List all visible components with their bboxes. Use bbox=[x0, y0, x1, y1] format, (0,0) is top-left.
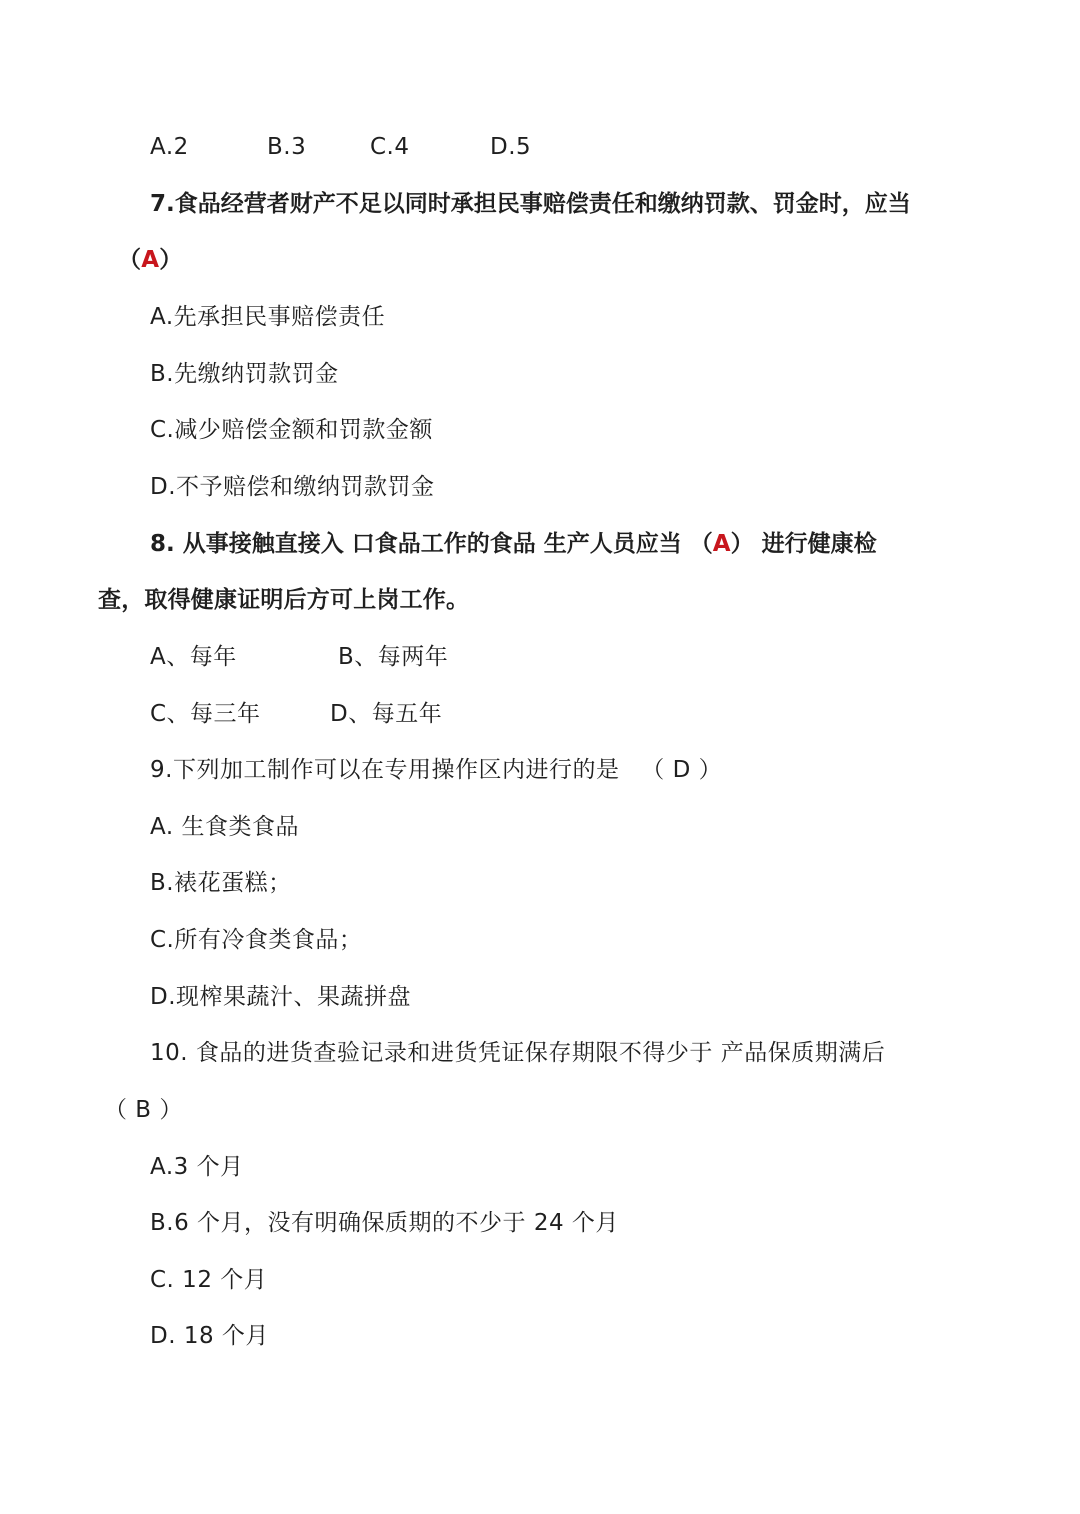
q9-option-b: B.裱花蛋糕； bbox=[150, 870, 292, 896]
q6-options-row bbox=[150, 132, 531, 162]
q10-option-a: A.3 个月 bbox=[150, 1154, 244, 1180]
q10-answer: （ B ） bbox=[104, 1097, 183, 1123]
q9-answer: （ D ） bbox=[641, 757, 723, 783]
q7-open-paren: （ bbox=[118, 247, 142, 273]
q10-option-b: B.6 个月，没有明确保质期的不少于 24 个月 bbox=[150, 1210, 619, 1236]
q10-option-d: D. 18 个月 bbox=[150, 1323, 269, 1349]
q7-option-c: C.减少赔偿金额和罚款金额 bbox=[150, 417, 433, 443]
q8-option-b: B、每两年 bbox=[338, 644, 449, 670]
q9-stem-line bbox=[150, 755, 722, 785]
q7-answer-line bbox=[118, 245, 182, 275]
q10-stem: 10. 食品的进货查验记录和进货凭证保存期限不得少于 产品保质期满后 bbox=[150, 1040, 886, 1066]
q7-close-paren: ） bbox=[159, 247, 183, 273]
q6-option-a: A.2 bbox=[150, 134, 189, 160]
q7-option-a: A.先承担民事赔偿责任 bbox=[150, 304, 386, 330]
q6-option-c: C.4 bbox=[370, 134, 410, 160]
q8-option-c: C、每三年 bbox=[150, 701, 261, 727]
q7-option-b: B.先缴纳罚款罚金 bbox=[150, 361, 339, 387]
q7-option-d: D.不予赔偿和缴纳罚款罚金 bbox=[150, 474, 435, 500]
q7-stem: 7.食品经营者财产不足以同时承担民事赔偿责任和缴纳罚款、罚金时，应当 bbox=[150, 191, 911, 217]
q10-option-c: C. 12 个月 bbox=[150, 1267, 268, 1293]
q8-option-d: D、每五年 bbox=[330, 701, 443, 727]
q9-option-a: A. 生食类食品 bbox=[150, 814, 299, 840]
q8-close-paren: ） bbox=[730, 531, 754, 557]
q9-stem: 9.下列加工制作可以在专用操作区内进行的是 bbox=[150, 757, 620, 783]
q7-answer: A bbox=[141, 247, 160, 273]
q6-option-b: B.3 bbox=[267, 134, 307, 160]
q8-stem-line2: 查，取得健康证明后方可上岗工作。 bbox=[98, 587, 470, 613]
q8-option-a: A、每年 bbox=[150, 644, 237, 670]
q9-option-d: D.现榨果蔬汁、果蔬拼盘 bbox=[150, 984, 412, 1010]
q8-answer: A bbox=[712, 531, 731, 557]
q8-stem-line1 bbox=[150, 529, 877, 559]
q6-option-d: D.5 bbox=[490, 134, 532, 160]
q8-stem-part2: 进行健康检 bbox=[761, 531, 877, 557]
q8-options-row1 bbox=[150, 642, 448, 672]
q8-open-paren: （ bbox=[689, 531, 713, 557]
q8-options-row2 bbox=[150, 699, 442, 729]
q9-option-c: C.所有冷食类食品； bbox=[150, 927, 363, 953]
q8-stem-part1: 8. 从事接触直接入 口食品工作的食品 生产人员应当 bbox=[150, 531, 682, 557]
